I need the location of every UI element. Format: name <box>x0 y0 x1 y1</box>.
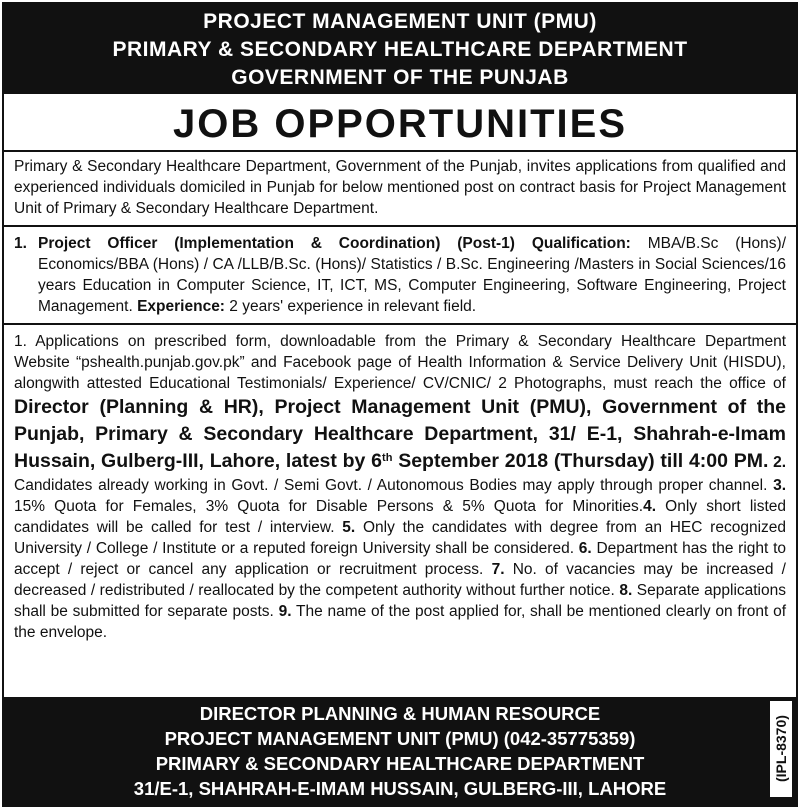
header-line-pmu: PROJECT MANAGEMENT UNIT (PMU) <box>203 10 597 33</box>
instruction-3-text: 15% Quota for Females, 3% Quota for Disable Persons & 5% Quota for Minorities. <box>14 498 644 516</box>
instruction-3-number: 3. <box>767 477 787 495</box>
instruction-4-number: 4. <box>643 498 657 516</box>
footer-line-department: PRIMARY & SECONDARY HEALTHCARE DEPARTMENT <box>155 753 645 774</box>
instruction-5-number: 5. <box>334 519 356 537</box>
qualification-label: Qualification: <box>531 235 631 252</box>
header-line-department: PRIMARY & SECONDARY HEALTHCARE DEPARTMENT <box>112 38 688 61</box>
post-entry <box>4 227 796 325</box>
footer-line-pmu-phone: PROJECT MANAGEMENT UNIT (PMU) (042-35775359) <box>164 728 636 749</box>
post-body <box>38 233 786 317</box>
instruction-2-text: Candidates already working in Govt. / Semi Govt. / Autonomous Bodies may apply through proper channel. <box>14 477 768 495</box>
experience-text: 2 years' experience in relevant field. <box>224 298 477 315</box>
footer-line-address: 31/E-1, SHAHRAH-E-IMAM HUSSAIN, GULBERG-III, LAHORE <box>133 778 667 799</box>
qualification-text: MBA/B.Sc (Hons)/ Economics/BBA (Hons) / CA /LLB/B.Sc. (Hons)/ Statistics / B.Sc. Engineering /Masters in Social Sciences/16 years Education in Computer Science, IT, ICT, MS, Computer Engineering, Software Engineering, Project Management. <box>38 235 787 315</box>
instruction-7-number: 7. <box>483 561 505 579</box>
header-line-government: GOVERNMENT OF THE PUNJAB <box>231 66 569 89</box>
page-title: JOB OPPORTUNITIES <box>4 94 796 152</box>
instruction-2-number: 2. <box>768 454 787 472</box>
footer-line-director: DIRECTOR PLANNING & HUMAN RESOURCE <box>199 703 601 724</box>
instruction-1-text: 1. Applications on prescribed form, downloadable from the Primary & Secondary Healthcare Department Website “pshealth.punjab.gov.pk” and Facebook page of Health Information & Service Delivery Unit (HISDU), alongwith attested Educational Testimonials/ Experience/ CV/CNIC/ 2 Photographs, must reach the office of <box>14 333 786 392</box>
post-number: 1. <box>14 235 27 252</box>
instruction-9-number: 9. <box>273 603 292 621</box>
instruction-4-text: Only short listed candidates will be called for test / interview. <box>14 498 786 537</box>
header-banner <box>4 4 796 94</box>
instruction-9-text: The name of the post applied for, shall be mentioned clearly on front of the envelope. <box>14 603 787 642</box>
submission-address: Director (Planning & HR), Project Management Unit (PMU), Government of the Punjab, Primary & Secondary Healthcare Department, 31/ E-1, Shahrah-e-Imam Hussain, Gulberg-III, Lahore, latest by 6 <box>14 396 786 473</box>
instruction-5-text: Only the candidates with degree from an HEC recognized University / College / Institute or a reputed foreign University shall be considered. <box>14 519 786 558</box>
instruction-6-number: 6. <box>574 540 592 558</box>
post-title: Project Officer (Implementation & Coordination) (Post-1) <box>38 235 515 252</box>
instruction-6-text: Department has the right to accept / reject or cancel any application or recruitment process. <box>14 540 786 579</box>
instruction-8-number: 8. <box>614 582 633 600</box>
experience-label: Experience: <box>137 298 225 315</box>
intro-paragraph: Primary & Secondary Healthcare Department, Government of the Punjab, invites applications from qualified and experienced individuals domiciled in Punjab for below mentioned post on contract basis for Project Management Unit of Primary & Secondary Healthcare Department. <box>4 152 796 227</box>
reference-code: (IPL-8370) <box>770 701 792 797</box>
instruction-8-text: Separate applications shall be submitted for separate posts. <box>14 582 786 621</box>
instruction-7-text: No. of vacancies may be increased / decreased / redistributed / reallocated by the competent authority without further notice. <box>14 561 786 600</box>
instructions-paragraph <box>4 325 796 649</box>
deadline-date: September 2018 (Thursday) till 4:00 PM. <box>392 450 769 473</box>
date-suffix: th <box>382 452 393 464</box>
job-advertisement <box>2 2 798 807</box>
footer-banner <box>4 697 796 805</box>
